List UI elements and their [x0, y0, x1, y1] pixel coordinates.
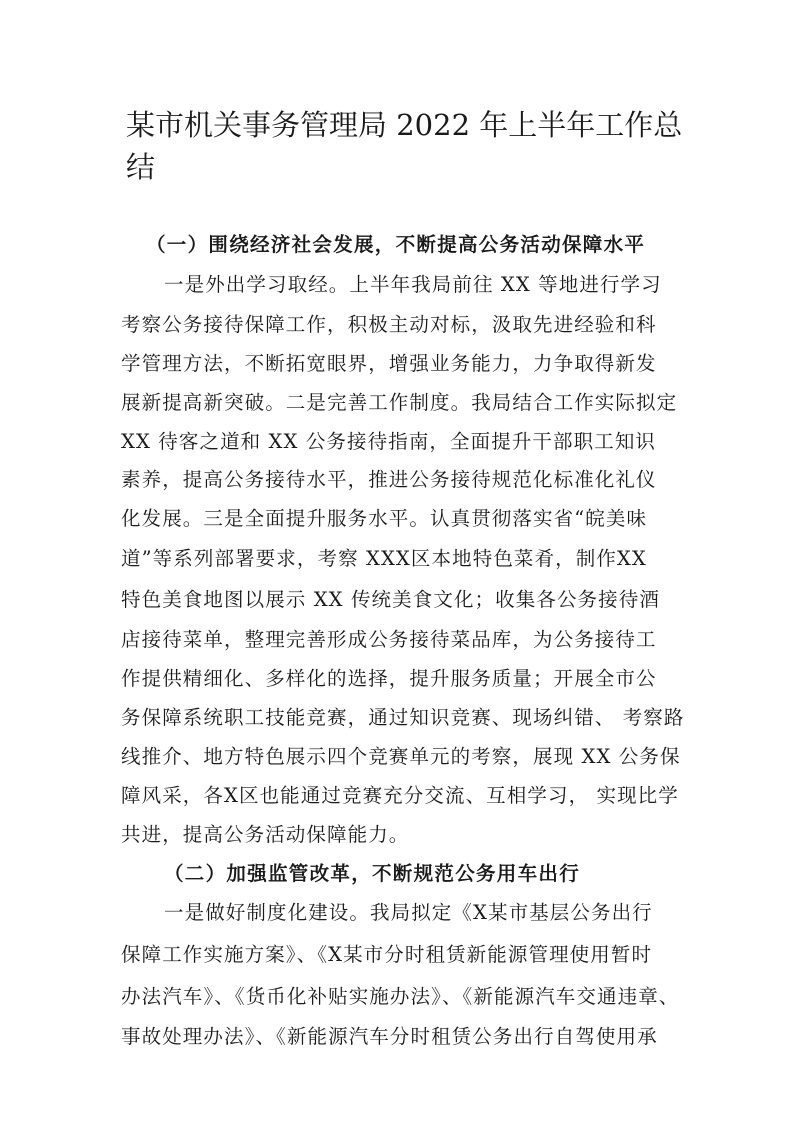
paragraph-line: 障风采，各X区也能通过竞赛充分交流、互相学习， 实现比学	[121, 784, 679, 807]
paragraph-line: 特色美食地图以展示 XX 传统美食文化；收集各公务接待酒	[121, 588, 660, 611]
paragraph-line: 线推介、地方特色展示四个竞赛单元的考察，展现 XX 公务保	[121, 745, 681, 768]
paragraph-line: XX 待客之道和 XX 公务接待指南，全面提升干部职工知识	[121, 430, 657, 453]
paragraph-line: 保障工作实施方案》、《X某市分时租赁新能源管理使用暂时	[121, 943, 653, 966]
paragraph-line: 一是做好制度化建设。我局拟定《X某市基层公务出行	[164, 901, 653, 924]
paragraph-line: 化发展。三是全面提升服务水平。认真贯彻落实省“皖美味	[121, 507, 648, 530]
paragraph-line: 办法汽车》、《货币化补贴实施办法》、《新能源汽车交通违章、	[121, 985, 680, 1008]
paragraph-line: 素养，提高公务接待水平，推进公务接待规范化标准化礼仪	[121, 468, 657, 491]
paragraph-line: 事故处理办法》、《新能源汽车分时租赁公务出行自驾使用承	[121, 1025, 658, 1048]
paragraph-line: 道”等系列部署要求，考察 XXX区本地特色菜肴，制作XX	[121, 547, 647, 570]
paragraph-line: 考察公务接待保障工作，积极主动对标，汲取先进经验和科	[121, 313, 657, 336]
paragraph-line: 一是外出学习取经。上半年我局前往 XX 等地进行学习	[164, 273, 662, 296]
section-heading-2: （二）加强监管改革，不断规范公务用车出行	[164, 862, 581, 885]
paragraph-line: 店接待菜单，整理完善形成公务接待菜品库，为公务接待工	[121, 628, 657, 651]
paragraph-line: 共进，提高公务活动保障能力。	[121, 823, 410, 846]
paragraph-line: 作提供精细化、多样化的选择，提升服务质量；开展全市公	[121, 667, 657, 690]
section-heading-1: （一）围绕经济社会发展，不断提高公务活动保障水平	[146, 233, 646, 256]
paragraph-line: 务保障系统职工技能竞赛，通过知识竞赛、现场纠错、 考察路	[121, 706, 685, 729]
paragraph-line: 学管理方法，不断拓宽眼界，增强业务能力，力争取得新发	[121, 352, 657, 375]
paragraph-line: 展新提高新突破。二是完善工作制度。我局结合工作实际拟定	[121, 391, 678, 414]
document-title: 某市机关事务管理局 2022 年上半年工作总结	[126, 108, 683, 184]
